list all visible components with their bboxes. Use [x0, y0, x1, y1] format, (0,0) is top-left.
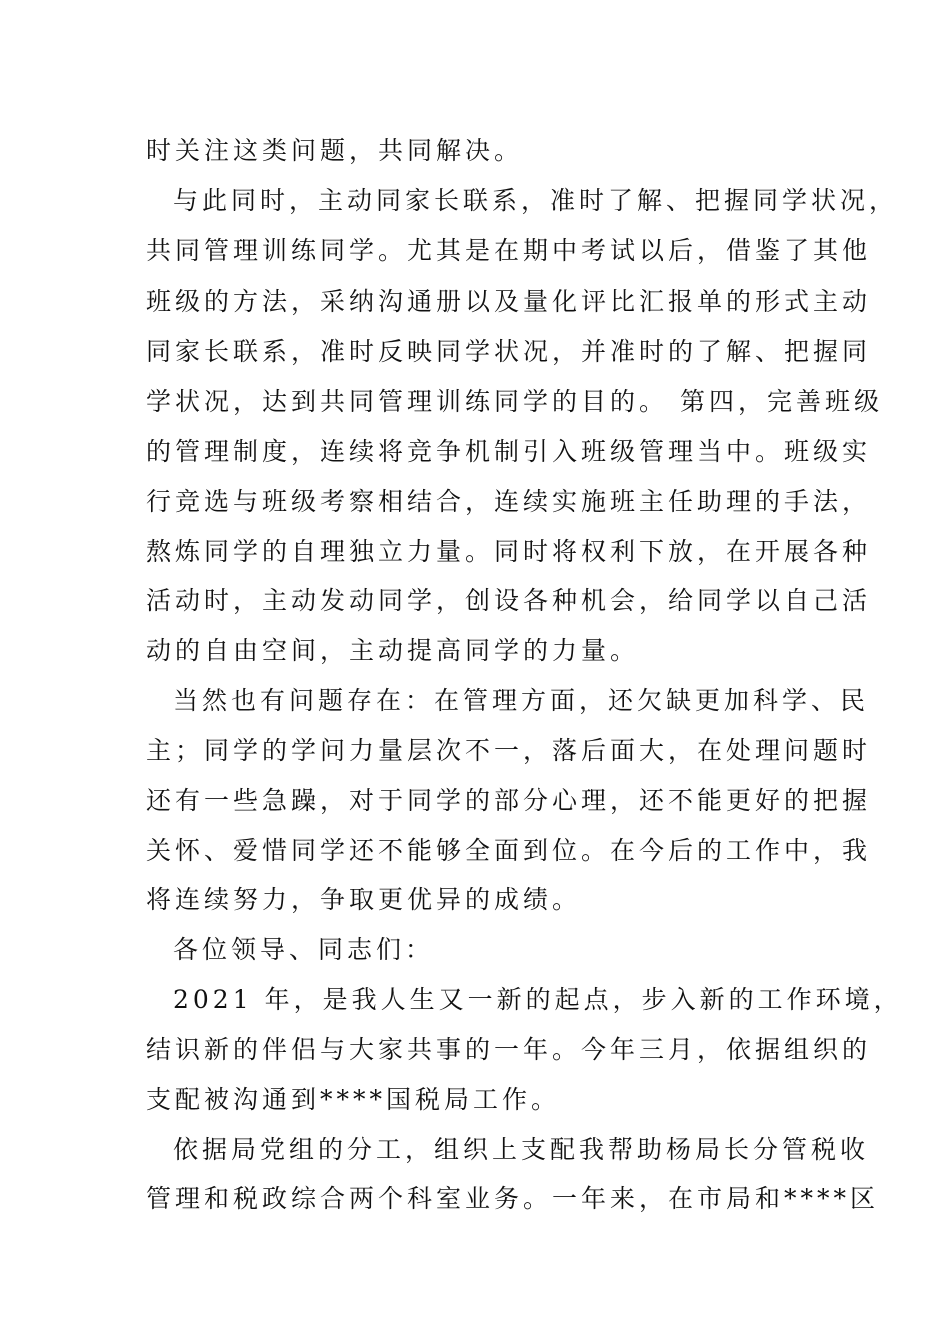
- text-line: 时关注这类问题，共同解决。: [146, 136, 524, 165]
- text-line: 结识新的伴侣与大家共事的一年。今年三月，依据组织的: [146, 1035, 872, 1064]
- text-line: 与此同时，主动同家长联系，准时了解、把握同学状况，: [173, 186, 899, 215]
- text-line: 支配被沟通到****国税局工作。: [146, 1085, 561, 1114]
- text-line: 的管理制度，连续将竞争机制引入班级管理当中。班级实: [146, 437, 872, 466]
- text-line: 关怀、爱惜同学还不能够全面到位。在今后的工作中，我: [146, 836, 872, 865]
- text-line: 动的自由空间，主动提高同学的力量。: [146, 636, 640, 665]
- text-line: 还有一些急躁，对于同学的部分心理，还不能更好的把握: [146, 786, 872, 815]
- text-line: 班级的方法，采纳沟通册以及量化评比汇报单的形式主动: [146, 287, 872, 316]
- text-line: 共同管理训练同学。尤其是在期中考试以后，借鉴了其他: [146, 236, 872, 265]
- text-line: 活动时，主动发动同学，创设各种机会，给同学以自己活: [146, 586, 872, 615]
- text-line: 主；同学的学问力量层次不一，落后面大，在处理问题时: [146, 736, 872, 765]
- text-line: 将连续努力，争取更优异的成绩。: [146, 885, 582, 914]
- text-line: 同家长联系，准时反映同学状况，并准时的了解、把握同: [146, 337, 872, 366]
- text-line: 熬炼同学的自理独立力量。同时将权利下放，在开展各种: [146, 537, 872, 566]
- text-line: 学状况，达到共同管理训练同学的目的。 第四，完善班级: [146, 387, 883, 416]
- text-line: 行竞选与班级考察相结合，连续实施班主任助理的手法，: [146, 487, 872, 516]
- text-line: 各位领导、同志们：: [173, 935, 435, 964]
- text-line: 2021 年，是我人生又一新的起点，步入新的工作环境，: [173, 985, 903, 1014]
- text-line: 管理和税政综合两个科室业务。一年来，在市局和****区: [146, 1184, 880, 1213]
- text-line: 当然也有问题存在：在管理方面，还欠缺更加科学、民: [173, 686, 870, 715]
- text-line: 依据局党组的分工，组织上支配我帮助杨局长分管税收: [173, 1135, 870, 1164]
